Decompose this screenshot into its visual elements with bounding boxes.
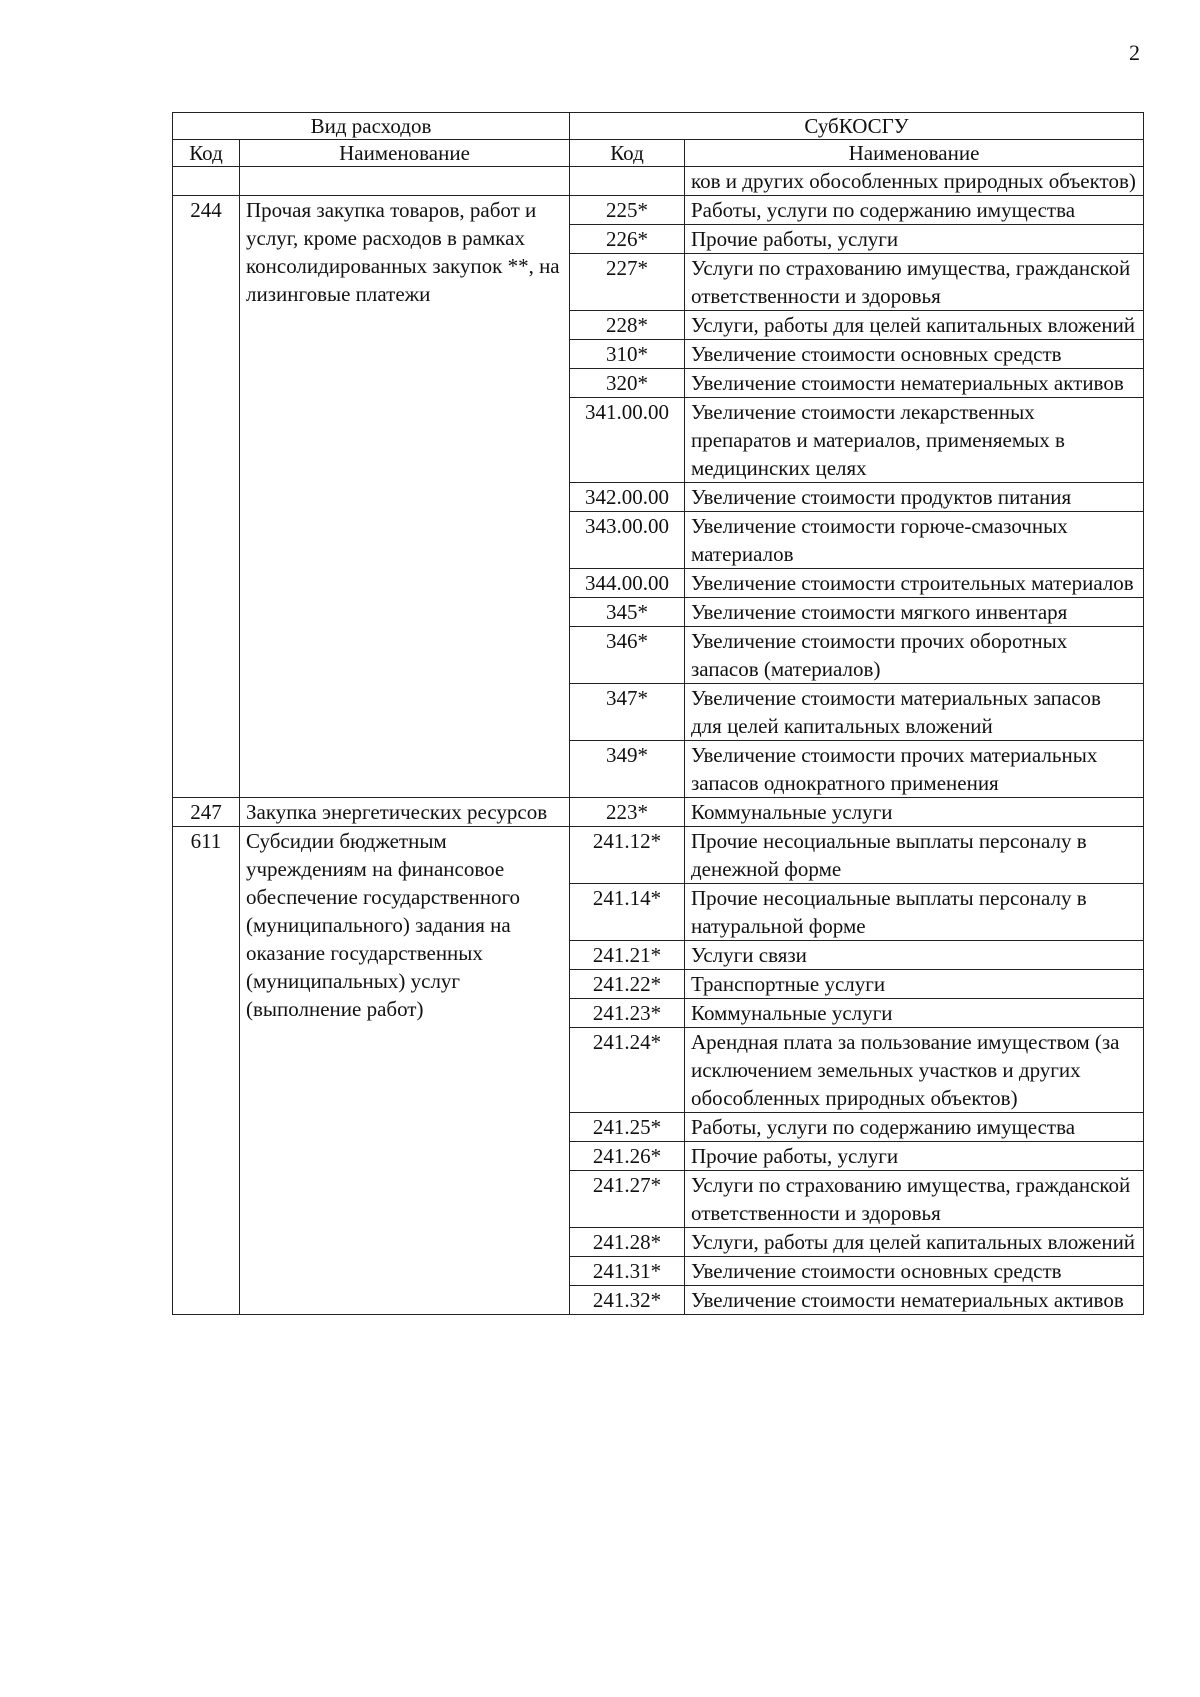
subkosgu-name-cell: Увеличение стоимости прочих материальных запасов однократного применения	[685, 741, 1144, 798]
subkosgu-code-cell: 241.26*	[570, 1142, 685, 1171]
subkosgu-name-cell: Коммунальные услуги	[685, 798, 1144, 827]
subkosgu-code-cell: 227*	[570, 254, 685, 311]
table-row	[173, 196, 1144, 225]
header-name: Наименование	[240, 140, 570, 167]
subkosgu-name-cell: Работы, услуги по содержанию имущества	[685, 1113, 1144, 1142]
subkosgu-name-cell: Увеличение стоимости материальных запасов для целей капитальных вложений	[685, 684, 1144, 741]
subkosgu-code-cell: 225*	[570, 196, 685, 225]
expense-kod-cell: 247	[173, 798, 240, 827]
subkosgu-name-cell: Увеличение стоимости основных средств	[685, 340, 1144, 369]
subkosgu-code-cell: 241.28*	[570, 1228, 685, 1257]
subkosgu-code-cell	[570, 167, 685, 196]
subkosgu-code-cell: 320*	[570, 369, 685, 398]
subkosgu-code-cell: 241.32*	[570, 1286, 685, 1315]
header-sub-kod: Код	[570, 140, 685, 167]
subkosgu-name-cell: Прочие работы, услуги	[685, 1142, 1144, 1171]
subkosgu-name-cell: Увеличение стоимости нематериальных активов	[685, 369, 1144, 398]
subkosgu-code-cell: 241.21*	[570, 941, 685, 970]
expense-kod-cell: 611	[173, 827, 240, 1315]
header-expense-type: Вид расходов	[173, 113, 570, 140]
page-number: 2	[1129, 40, 1140, 65]
expense-kod-cell: 244	[173, 196, 240, 798]
subkosgu-name-cell: Работы, услуги по содержанию имущества	[685, 196, 1144, 225]
subkosgu-name-cell: Увеличение стоимости основных средств	[685, 1257, 1144, 1286]
subkosgu-name-cell: Арендная плата за пользование имуществом (за исключением земельных участков и других обособленных природных объектов)	[685, 1028, 1144, 1113]
header-subkosgu: СубКОСГУ	[570, 113, 1144, 140]
subkosgu-code-cell: 344.00.00	[570, 569, 685, 598]
subkosgu-code-cell: 241.31*	[570, 1257, 685, 1286]
subkosgu-code-cell: 346*	[570, 627, 685, 684]
header-group-row	[173, 113, 1144, 140]
subkosgu-code-cell: 228*	[570, 311, 685, 340]
subkosgu-code-cell: 223*	[570, 798, 685, 827]
subkosgu-name-cell: Услуги связи	[685, 941, 1144, 970]
expense-name-cell: Прочая закупка товаров, работ и услуг, кроме расходов в рамках консолидированных закупок **, на лизинговые платежи	[240, 196, 570, 798]
subkosgu-code-cell: 342.00.00	[570, 483, 685, 512]
subkosgu-name-cell: Увеличение стоимости горюче-смазочных материалов	[685, 512, 1144, 569]
subkosgu-name-cell: Услуги, работы для целей капитальных вложений	[685, 311, 1144, 340]
subkosgu-name-cell: Услуги по страхованию имущества, гражданской ответственности и здоровья	[685, 1171, 1144, 1228]
subkosgu-code-cell: 226*	[570, 225, 685, 254]
header-sub-name: Наименование	[685, 140, 1144, 167]
subkosgu-name-cell: Транспортные услуги	[685, 970, 1144, 999]
subkosgu-name-cell: Прочие несоциальные выплаты персоналу в денежной форме	[685, 827, 1144, 884]
subkosgu-code-cell: 310*	[570, 340, 685, 369]
subkosgu-code-cell: 241.25*	[570, 1113, 685, 1142]
header-columns-row	[173, 140, 1144, 167]
header-kod: Код	[173, 140, 240, 167]
subkosgu-name-cell: Увеличение стоимости строительных материалов	[685, 569, 1144, 598]
subkosgu-name-cell: Услуги, работы для целей капитальных вложений	[685, 1228, 1144, 1257]
subkosgu-name-cell: Прочие работы, услуги	[685, 225, 1144, 254]
subkosgu-code-cell: 241.27*	[570, 1171, 685, 1228]
subkosgu-name-cell: Прочие несоциальные выплаты персоналу в натуральной форме	[685, 884, 1144, 941]
subkosgu-code-cell: 241.14*	[570, 884, 685, 941]
subkosgu-name-cell: Увеличение стоимости лекарственных препаратов и материалов, применяемых в медицинских целях	[685, 398, 1144, 483]
subkosgu-code-cell: 347*	[570, 684, 685, 741]
subkosgu-code-cell: 345*	[570, 598, 685, 627]
subkosgu-name-cell: Увеличение стоимости продуктов питания	[685, 483, 1144, 512]
subkosgu-code-cell: 241.24*	[570, 1028, 685, 1113]
table-row	[173, 827, 1144, 884]
expense-name-cell: Закупка энергетических ресурсов	[240, 798, 570, 827]
subkosgu-name-cell: Увеличение стоимости нематериальных активов	[685, 1286, 1144, 1315]
subkosgu-code-cell: 349*	[570, 741, 685, 798]
subkosgu-code-cell: 241.22*	[570, 970, 685, 999]
expense-name-cell	[240, 167, 570, 196]
subkosgu-code-cell: 241.23*	[570, 999, 685, 1028]
subkosgu-name-cell: ков и других обособленных природных объектов)	[685, 167, 1144, 196]
expense-kod-cell	[173, 167, 240, 196]
subkosgu-name-cell: Услуги по страхованию имущества, гражданской ответственности и здоровья	[685, 254, 1144, 311]
subkosgu-code-cell: 343.00.00	[570, 512, 685, 569]
expense-table	[172, 112, 1144, 1315]
subkosgu-code-cell: 241.12*	[570, 827, 685, 884]
expense-name-cell: Субсидии бюджетным учреждениям на финансовое обеспечение государственного (муниципального) задания на оказание государственных (муниципальных) услуг (выполнение работ)	[240, 827, 570, 1315]
table-body	[173, 167, 1144, 1315]
subkosgu-name-cell: Коммунальные услуги	[685, 999, 1144, 1028]
subkosgu-name-cell: Увеличение стоимости прочих оборотных запасов (материалов)	[685, 627, 1144, 684]
table-row	[173, 167, 1144, 196]
table-row	[173, 798, 1144, 827]
subkosgu-name-cell: Увеличение стоимости мягкого инвентаря	[685, 598, 1144, 627]
subkosgu-code-cell: 341.00.00	[570, 398, 685, 483]
